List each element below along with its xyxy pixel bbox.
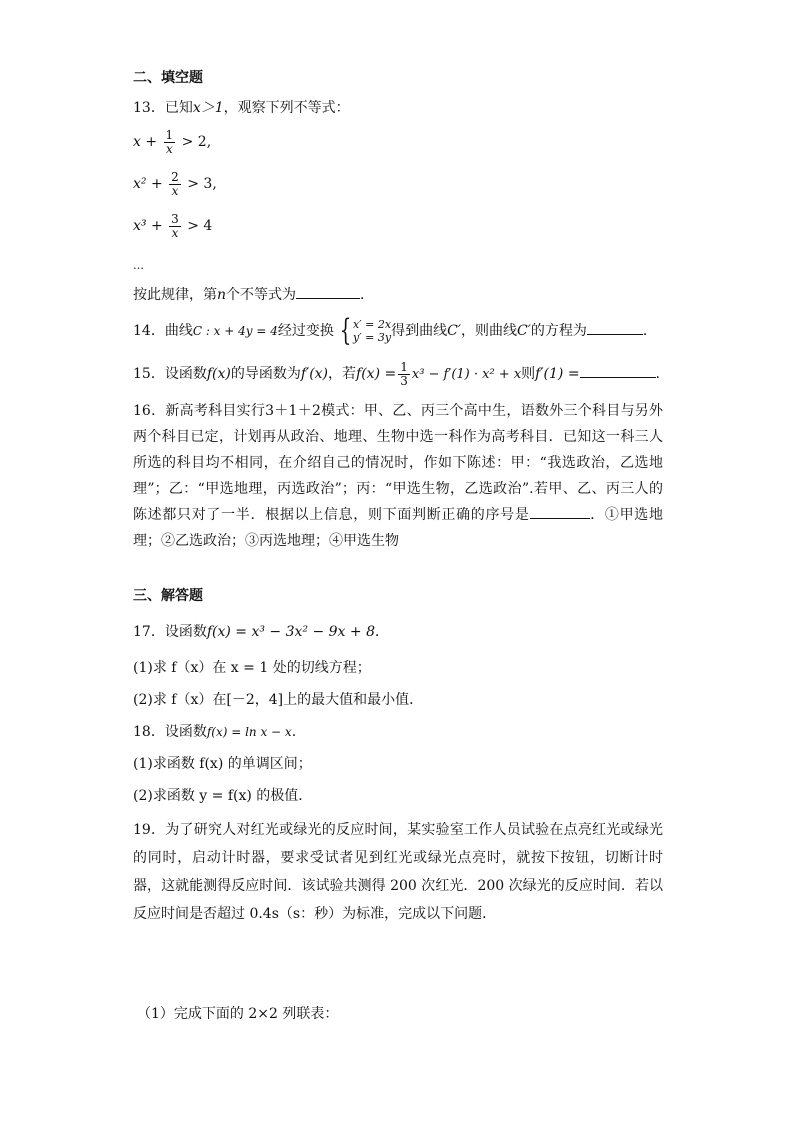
q15-eq-lhs: f(x) = (356, 366, 397, 382)
q14-text-d: ，则曲线 (461, 323, 517, 339)
ineq1-fraction (164, 129, 176, 156)
q18-function: f(x) = ln x − x (206, 725, 292, 739)
q14-system-row-2: y′ = 3y (352, 331, 392, 344)
q15-stem (133, 360, 660, 389)
q17-text-a: 设函数 (164, 624, 207, 640)
q16-text-2: ．①甲选地理；②乙选政治；③丙选地理；④甲选生物 (133, 507, 663, 549)
q14-text-b: 经过变换 (277, 323, 334, 339)
ineq2-rhs: > 3, (187, 176, 217, 192)
q15-text-c: ，若 (328, 366, 357, 382)
q18-number: 18． (133, 724, 165, 740)
q15-fraction-num: 1 (400, 359, 408, 374)
q13-intro-b: ，观察下列不等式： (223, 100, 350, 116)
q13-answer-blank[interactable] (296, 284, 360, 299)
ineq1-denominator: x (165, 141, 173, 156)
q19-part-1: （1）完成下面的 2×2 列联表： (137, 1006, 339, 1022)
q14-end: . (642, 323, 648, 339)
q13-question (133, 284, 374, 305)
q13-ellipsis: … (133, 259, 144, 272)
q14-curve-cprime-2: C′ (517, 323, 531, 339)
q15-fprime-x: f′(x) (300, 366, 329, 382)
q15-text-b: 的导函数为 (230, 366, 301, 382)
q16-text-1: 16．新高考科目实行3＋1＋2模式：甲、乙、丙三个高中生，语数外三个科目与另外两个科目已定，计划再从政治、地理、生物中选一科作为高考科目．已知这一科三人所选的科目均不相同，在介绍自己的情况时，作如下陈述：甲：“我选政治，乙选地理”；乙：“甲选地理，丙选政治”；丙：“甲选生物，乙选政治”.若甲、乙、丙三人的陈述都只对了一半．根据以上信息，则下面判断正确的序号是 (133, 403, 663, 523)
q18-text-a: 设函数 (164, 724, 207, 740)
q14-system-row-1: x′ = 2x (352, 318, 392, 331)
q14-transform-system (353, 318, 391, 344)
q14-stem (133, 313, 648, 348)
ineq3-numerator: 3 (171, 211, 179, 226)
ineq1-rhs: > 2, (181, 134, 212, 150)
ineq3-rhs: > 4 (187, 218, 213, 234)
q13-ask-b: 个不等式为 (226, 287, 297, 303)
ineq3-lhs: x³ + (133, 218, 163, 234)
q13-ask-a: 按此规律，第 (133, 287, 217, 303)
q13-inequality-1 (133, 128, 211, 156)
q15-fraction-den: 3 (400, 373, 408, 388)
q15-fprime-1: f′(1) = (535, 366, 580, 382)
q13-ask-end: ． (360, 287, 375, 303)
q17-function: f(x) = x³ − 3x² − 9x + 8 (206, 624, 375, 640)
q13-number: 13． (133, 100, 165, 116)
section-heading-solutions: 三、解答题 (133, 588, 203, 604)
q17-number: 17． (133, 624, 165, 640)
q13-intro-a: 已知 (164, 100, 193, 116)
q14-system-brace: { (339, 313, 352, 348)
q15-text-a: 设函数 (164, 366, 207, 382)
q14-answer-blank[interactable] (587, 320, 643, 335)
q15-fraction (398, 361, 410, 388)
q17-end: ． (375, 624, 389, 640)
q14-curve-equation: C : x + 4y = 4 (192, 324, 278, 338)
q15-eq-rhs: x³ − f′(1) · x² + x (411, 367, 522, 382)
q17-stem (133, 622, 389, 642)
q17-part-1: (1)求 f（x）在 x = 1 处的切线方程； (133, 660, 371, 676)
q13-inequality-2 (133, 170, 217, 198)
q13-stem (133, 98, 350, 118)
ineq2-denominator: x (171, 183, 179, 198)
q18-stem (133, 722, 296, 742)
q15-text-d: 则 (521, 366, 536, 382)
q15-answer-blank[interactable] (580, 363, 656, 378)
q18-part-2: (2)求函数 y = f(x) 的极值． (133, 788, 313, 804)
ineq2-lhs: x² + (133, 176, 163, 192)
q13-ask-n: n (217, 287, 227, 303)
q15-fx: f(x) (206, 366, 231, 382)
ineq2-numerator: 2 (171, 169, 179, 184)
q13-condition: x＞1 (192, 100, 224, 116)
ineq2-fraction (169, 171, 181, 198)
q15-end: . (655, 366, 660, 382)
q14-text-c: 得到曲线 (391, 323, 448, 339)
q14-text-a: 曲线 (164, 323, 193, 339)
q16-answer-blank[interactable] (530, 504, 590, 519)
q17-part-2: (2)求 f（x）在[－2，4]上的最大值和最小值． (133, 692, 424, 708)
q19-paragraph: 19．为了研究人对红光或绿光的反应时间，某实验室工作人员试验在点亮红光或绿光的同时，启动计时器，要求受试者见到红光或绿光点亮时，就按下按钮，切断计时器，这就能测得反应时间．该试验共测得 200 次红光．200 次绿光的反应时间．若以反应时间是否超过 0.4s（s：秒）为标准，完成以下问题． (133, 822, 663, 922)
q16-paragraph (133, 398, 663, 554)
ineq1-numerator: 1 (165, 127, 174, 142)
ineq3-denominator: x (171, 225, 179, 240)
section-heading-fill-in: 二、填空题 (133, 70, 203, 86)
ineq3-fraction (169, 213, 181, 240)
q13-inequality-3 (133, 212, 212, 240)
q15-number: 15． (133, 366, 165, 382)
q14-number: 14． (133, 323, 165, 339)
q18-end: . (291, 724, 297, 740)
ineq1-lhs: x + (133, 134, 158, 150)
q14-text-e: 的方程为 (530, 323, 587, 339)
q14-curve-cprime: C′ (447, 323, 461, 339)
q18-part-1: (1)求函数 f(x) 的单调区间； (133, 756, 312, 772)
